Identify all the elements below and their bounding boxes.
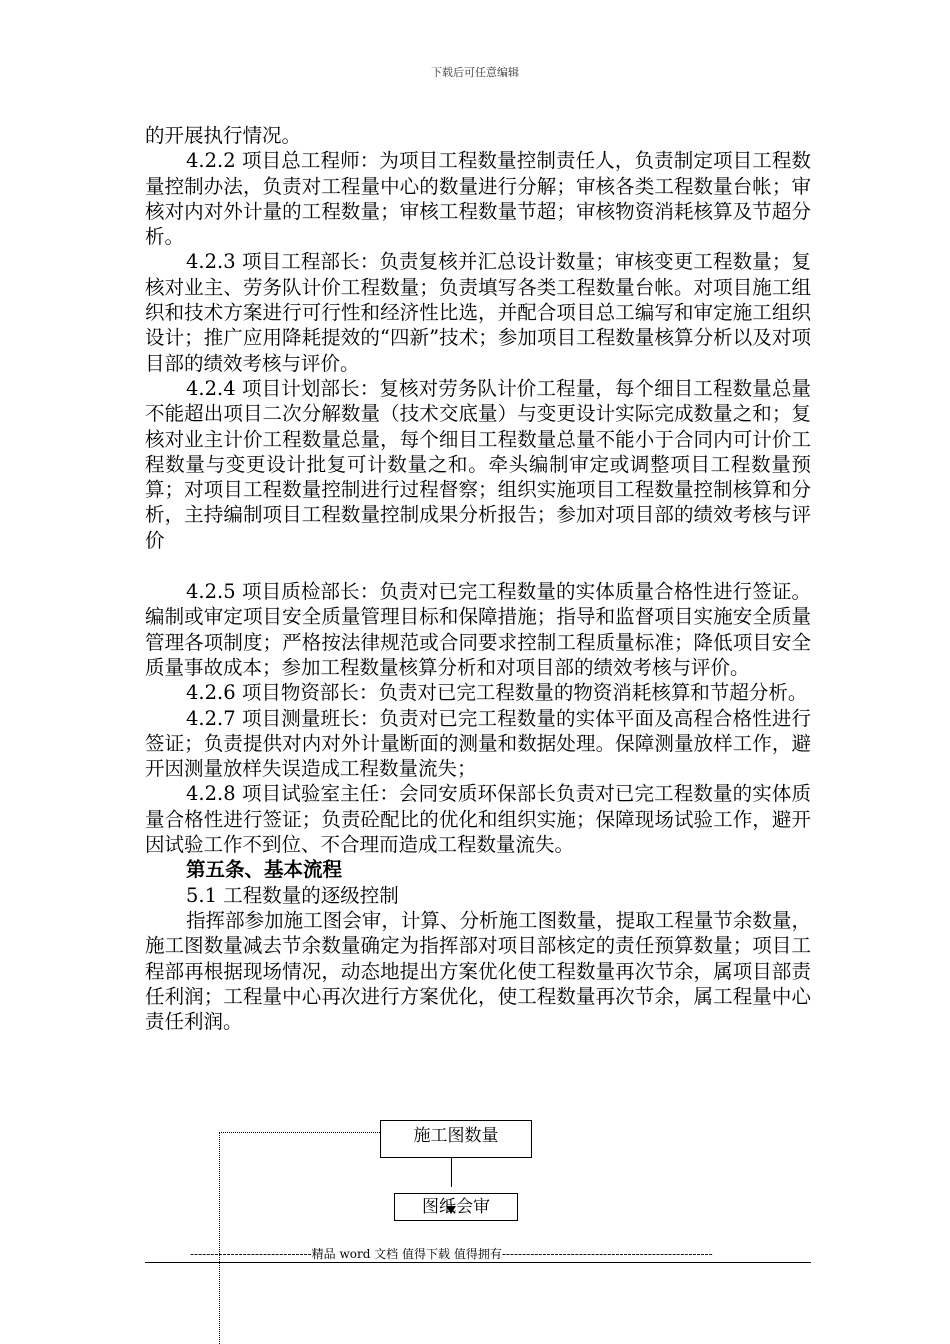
paragraph-4-2-6: 4.2.6 项目物资部长：负责对已完工程数量的物资消耗核算和节超分析。 bbox=[186, 681, 808, 705]
flowchart-arrow-head-icon bbox=[446, 1206, 456, 1214]
flowchart-box-drawing-review: 图纸会审 bbox=[394, 1193, 518, 1221]
flowchart-dotted-connector-horizontal bbox=[219, 1132, 380, 1133]
paragraph-continuation: 的开展执行情况。 bbox=[145, 124, 302, 147]
flowchart-dotted-connector-vertical bbox=[219, 1132, 220, 1344]
section-heading-5: 第五条、基本流程 bbox=[186, 858, 343, 882]
paragraph-4-2-8: 4.2.8 项目试验室主任：会同安质环保部长负责对已完工程数量的实体质量合格性进行签证；负责砼配比的优化和组织实施；保障现场试验工作，避开因试验工作不到位、不合理而造成工程数量流失。 bbox=[145, 782, 811, 857]
document-body bbox=[145, 123, 811, 1034]
page-footer: ------------------------------精品 word 文档 值得下载 值得拥有---------------------------------------------------- bbox=[190, 1247, 713, 1261]
paragraph-5-1-body: 指挥部参加施工图会审，计算、分析施工图数量，提取工程量节余数量，施工图数量减去节余数量确定为指挥部对项目部核定的责任预算数量；项目工程部再根据现场情况，动态地提出方案优化使工程数量再次节余，属项目部责任利润；工程量中心再次进行方案优化，使工程数量再次节余，属工程量中心责任利润。 bbox=[145, 908, 811, 1034]
paragraph-4-2-7: 4.2.7 项目测量班长：负责对已完工程数量的实体平面及高程合格性进行签证；负责提供对内对外计量断面的测量和数据处理。保障测量放样工作，避开因测量放样失误造成工程数量流失； bbox=[145, 706, 811, 781]
paragraph-4-2-2: 4.2.2 项目总工程师：为项目工程数量控制责任人，负责制定项目工程数量控制办法，负责对工程量中心的数量进行分解；审核各类工程数量台帐；审核对内对外计量的工程数量；审核工程数量节超；审核物资消耗核算及节超分析。 bbox=[145, 149, 811, 249]
subsection-heading-5-1: 5.1 工程数量的逐级控制 bbox=[186, 883, 399, 907]
flowchart-arrow-line bbox=[451, 1158, 452, 1187]
paragraph-4-2-4: 4.2.4 项目计划部长：复核对劳务队计价工程量，每个细目工程数量总量不能超出项目二次分解数量（技术交底量）与变更设计实际完成数量之和；复核对业主计价工程数量总量，每个细目工程数量总量不能小于合同内可计价工程数量与变更设计批复可计数量之和。牵头编制审定或调整项目工程数量预算；对项目工程数量控制进行过程督察；组织实施项目工程数量控制核算和分析，主持编制项目工程数量控制成果分析报告；参加对项目部的绩效考核与评价 bbox=[145, 376, 811, 552]
paragraph-4-2-5: 4.2.5 项目质检部长：负责对已完工程数量的实体质量合格性进行签证。编制或审定项目安全质量管理目标和保障措施；指导和监督项目实施安全质量管理各项制度；严格按法律规范或合同要求控制工程质量标准；降低项目安全质量事故成本；参加工程数量核算分析和对项目部的绩效考核与评价。 bbox=[145, 580, 811, 679]
paragraph-gap bbox=[145, 553, 811, 579]
footer-rule bbox=[145, 1262, 811, 1263]
flowchart-box-construction-drawing-quantity: 施工图数量 bbox=[380, 1120, 532, 1158]
paragraph-4-2-3: 4.2.3 项目工程部长：负责复核并汇总设计数量；审核变更工程数量；复核对业主、劳务队计价工程数量；负责填写各类工程数量台帐。对项目施工组织和技术方案进行可行性和经济性比选，并配合项目总工编写和审定施工组织设计；推广应用降耗提效的“四新”技术；参加项目工程数量核算分析以及对项目部的绩效考核与评价。 bbox=[145, 250, 811, 375]
page-header: 下载后可任意编辑 bbox=[431, 66, 519, 79]
